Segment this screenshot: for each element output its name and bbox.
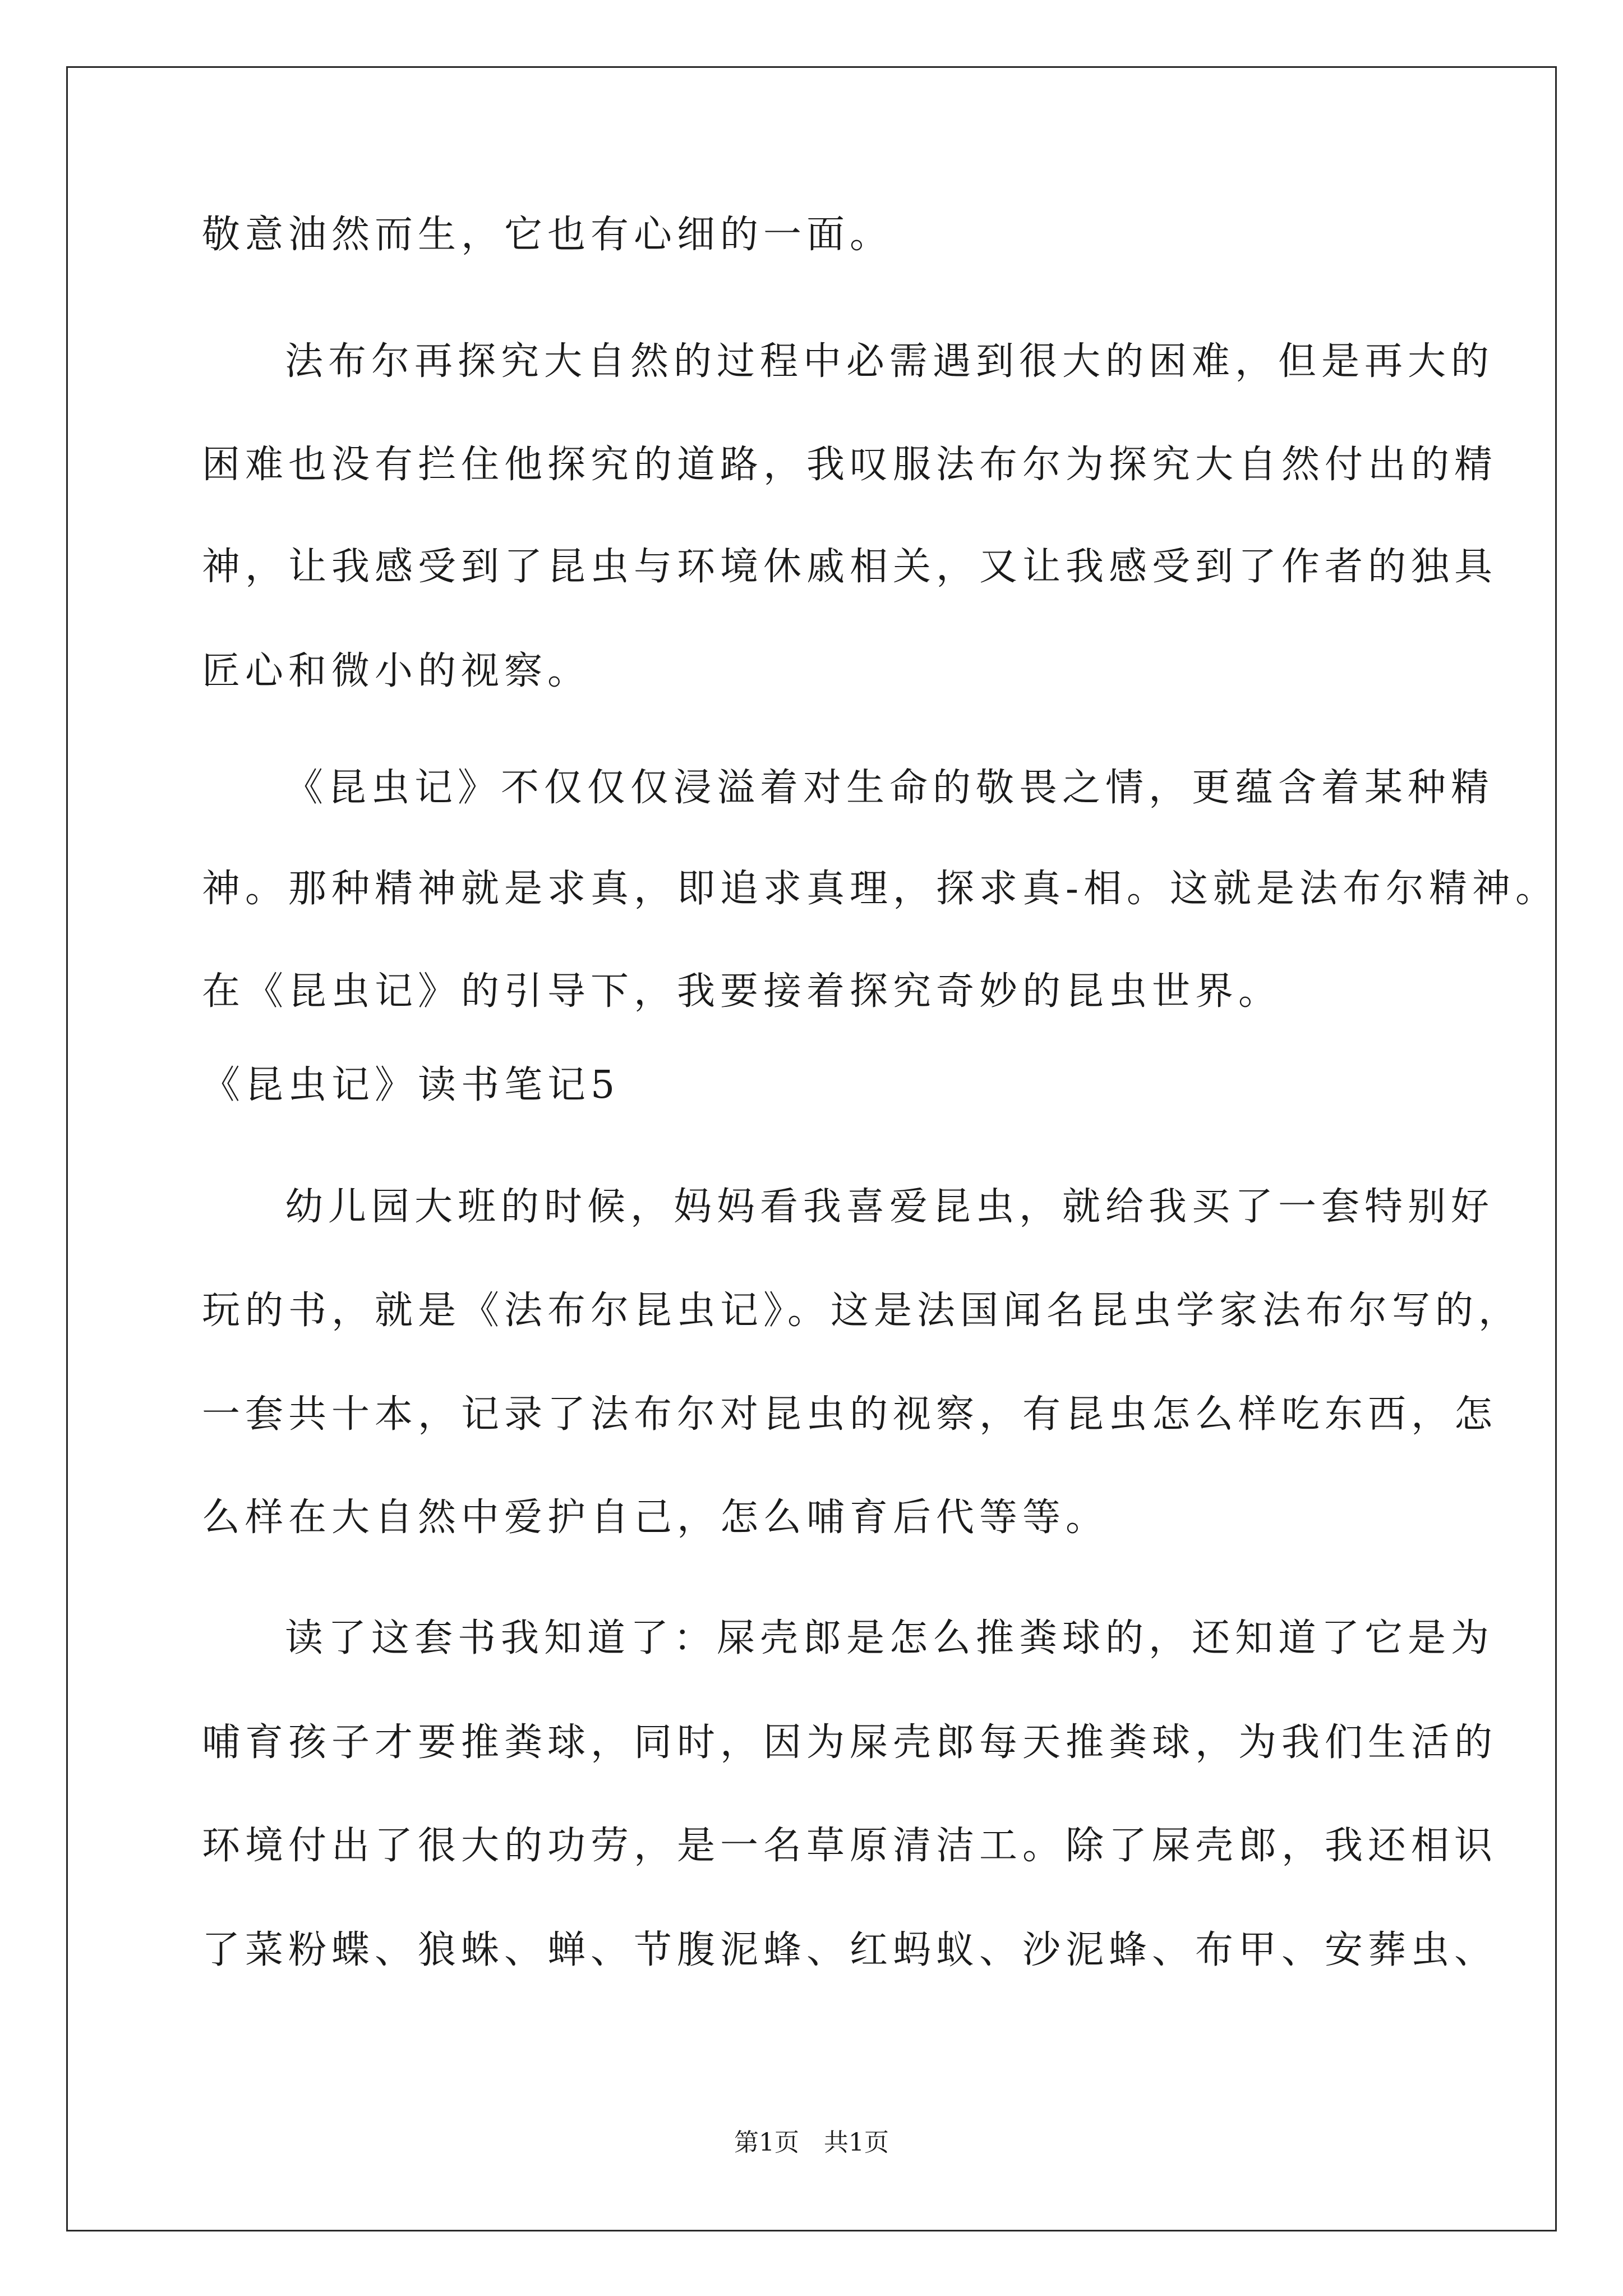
text-line: 么样在大自然中爱护自己，怎么哺育后代等等。 bbox=[202, 1496, 1109, 1540]
paragraph-first-line: 读了这套书我知道了：屎壳郎是怎么推粪球的，还知道了它是为 bbox=[285, 1616, 1495, 1660]
paragraph-first-line: 法布尔再探究大自然的过程中必需遇到很大的困难，但是再大的 bbox=[285, 339, 1495, 384]
text-line: 神。那种精神就是求真，即追求真理，探求真-相。这就是法布尔精神。 bbox=[202, 867, 1559, 911]
text-line: 一套共十本，记录了法布尔对昆虫的视察，有昆虫怎么样吃东西，怎 bbox=[202, 1392, 1498, 1437]
text-line: 哺育孩子才要推粪球，同时，因为屎壳郎每天推粪球，为我们生活的 bbox=[202, 1720, 1498, 1765]
text-line: 神，让我感受到了昆虫与环境休戚相关，又让我感受到了作者的独具 bbox=[202, 545, 1498, 589]
paragraph-first-line: 幼儿园大班的时候，妈妈看我喜爱昆虫，就给我买了一套特别好 bbox=[285, 1185, 1495, 1229]
text-line: 困难也没有拦住他探究的道路，我叹服法布尔为探究大自然付出的精 bbox=[202, 443, 1498, 487]
text-line: 敬意油然而生，它也有心细的一面。 bbox=[202, 213, 893, 257]
text-line: 了菜粉蝶、狼蛛、蝉、节腹泥蜂、红蚂蚁、沙泥蜂、布甲、安葬虫、 bbox=[202, 1928, 1498, 1972]
text-line: 环境付出了很大的功劳，是一名草原清洁工。除了屎壳郎，我还相识 bbox=[202, 1824, 1498, 1868]
text-line: 玩的书，就是《法布尔昆虫记》。这是法国闻名昆虫学家法布尔写的， bbox=[202, 1289, 1522, 1333]
text-line: 匠心和微小的视察。 bbox=[202, 649, 591, 693]
page-number: 第1页 共1页 bbox=[734, 2128, 889, 2157]
page-frame bbox=[66, 66, 1557, 2231]
paragraph-first-line: 《昆虫记》不仅仅仅浸溢着对生命的敬畏之情，更蕴含着某种精 bbox=[285, 766, 1495, 810]
text-line: 在《昆虫记》的引导下，我要接着探究奇妙的昆虫世界。 bbox=[202, 969, 1282, 1014]
section-heading: 《昆虫记》读书笔记5 bbox=[202, 1063, 620, 1107]
